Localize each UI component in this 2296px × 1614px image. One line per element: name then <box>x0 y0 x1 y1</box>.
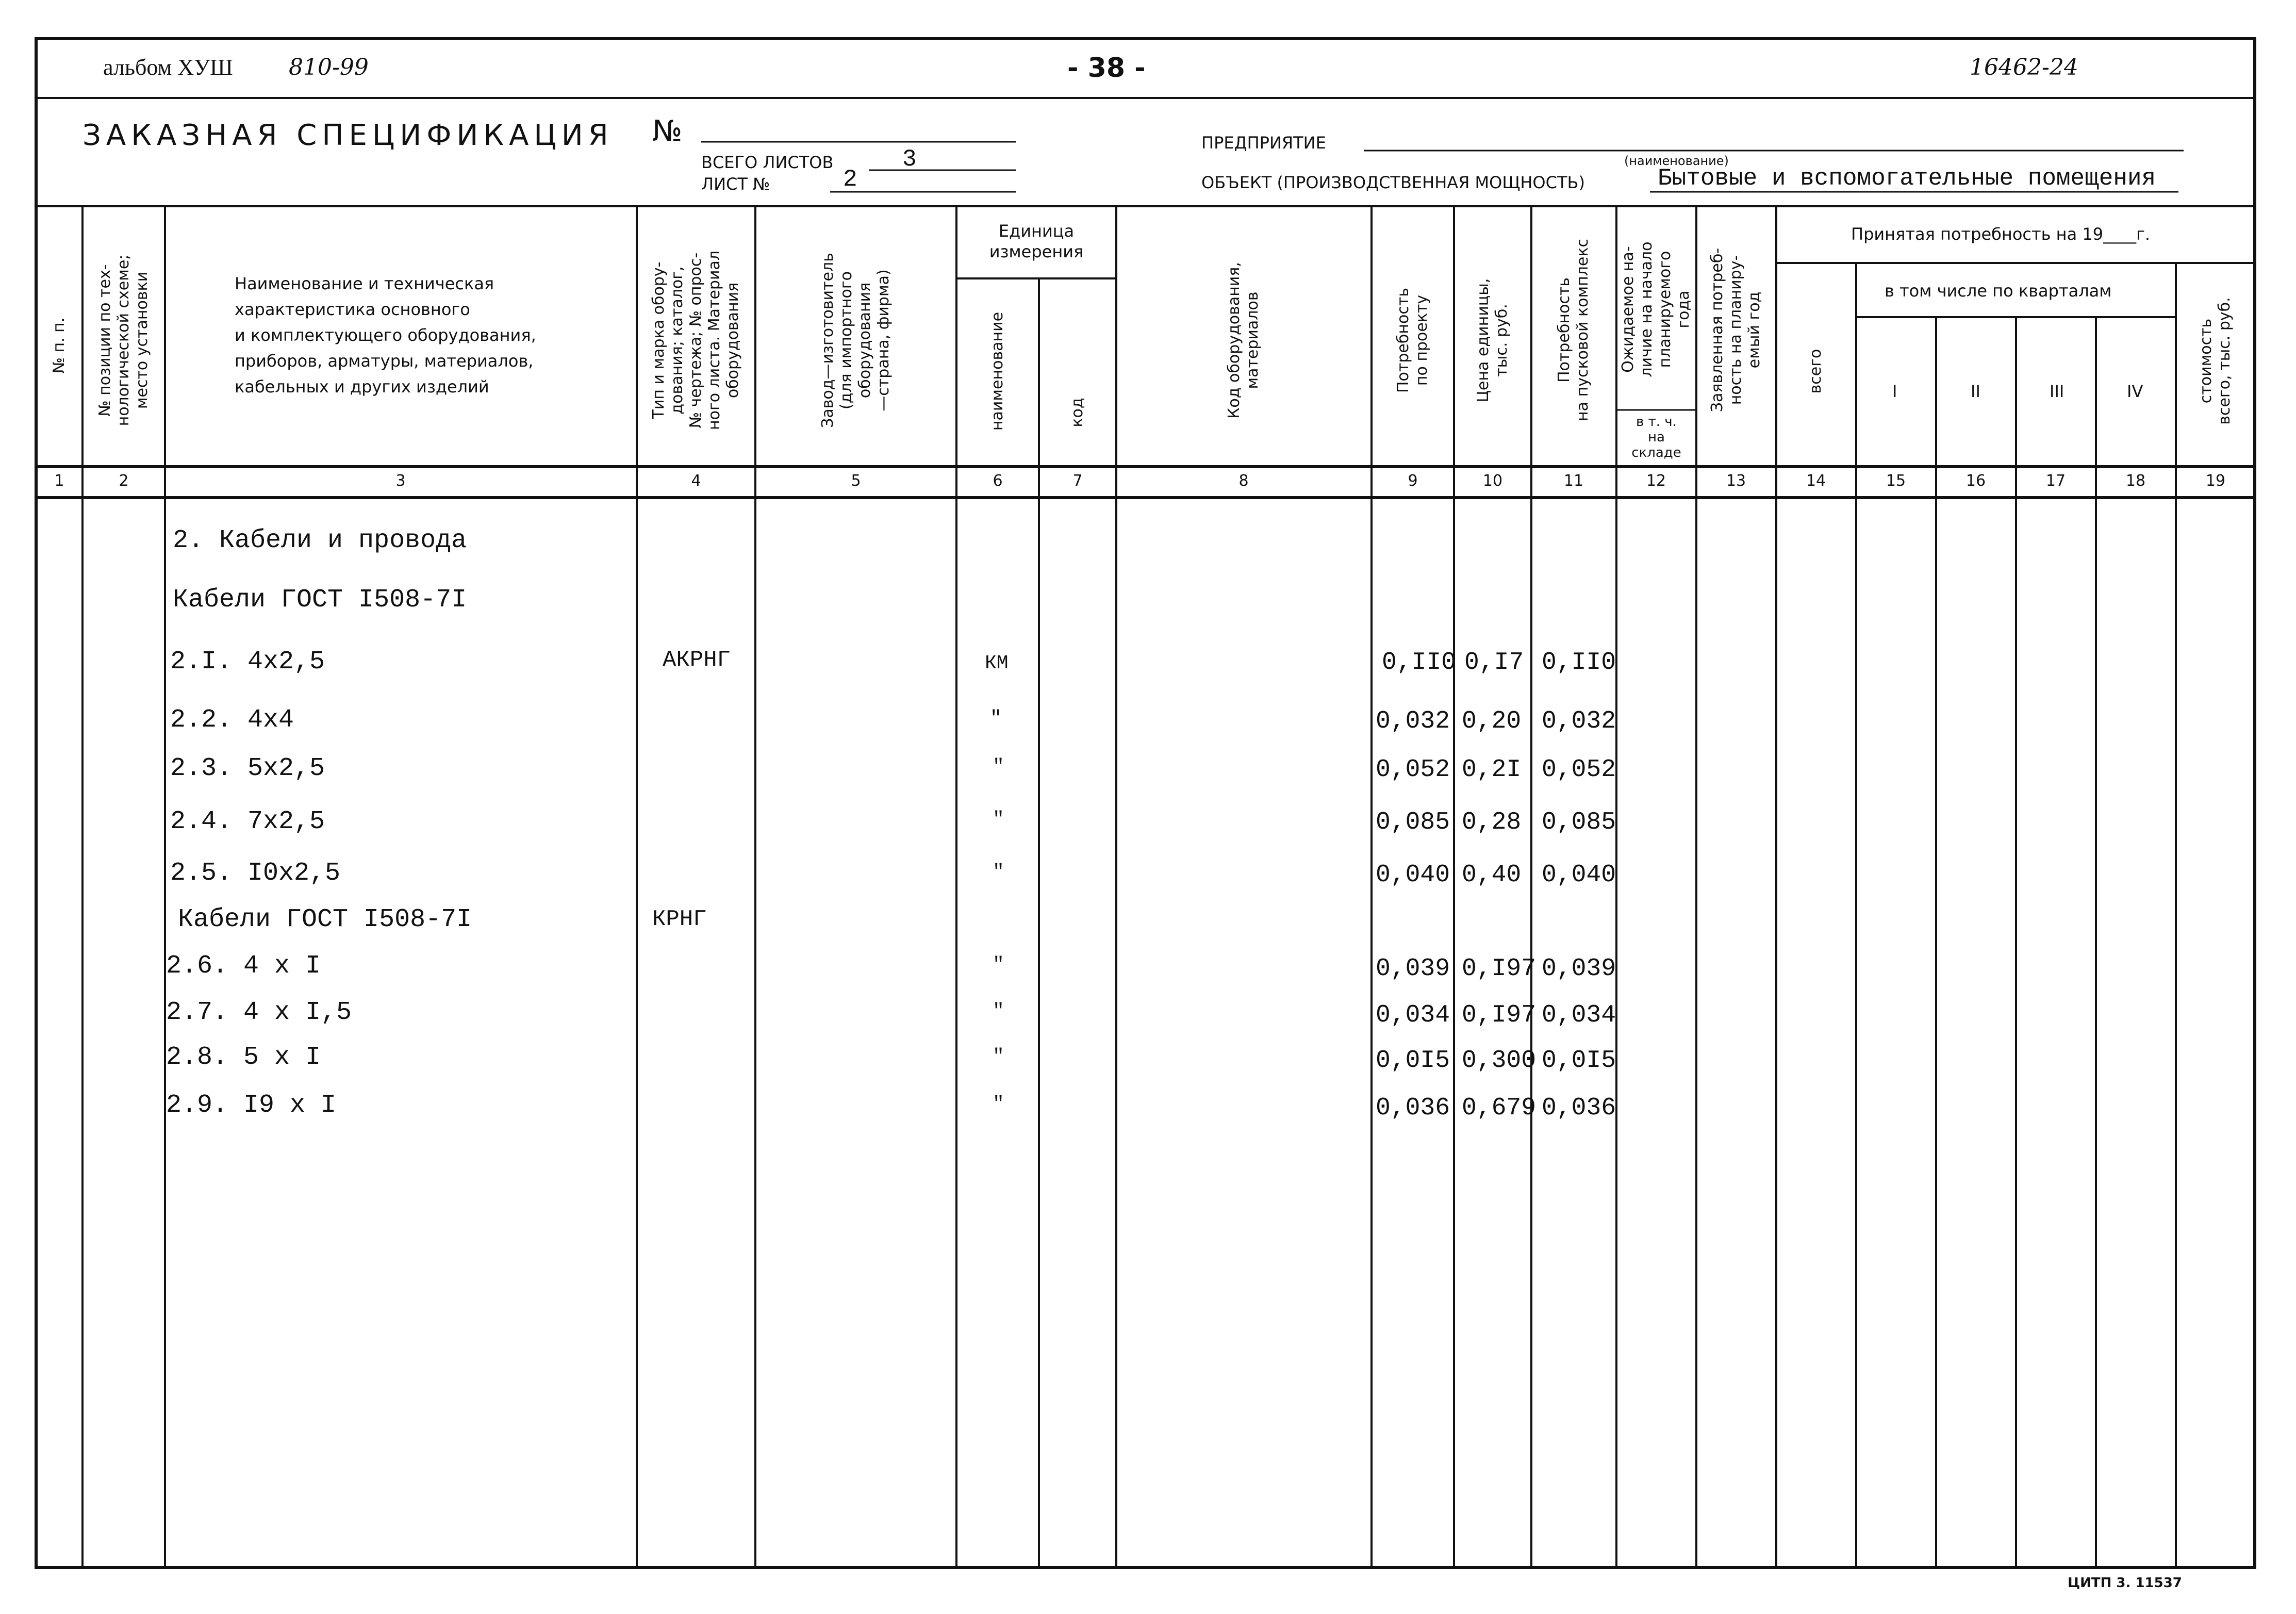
col-number: 5 <box>851 472 861 490</box>
col-number: 3 <box>395 472 406 490</box>
col-header-5: Завод—изготовитель (для импортного оборудования —страна, фирма) <box>819 253 893 428</box>
table-row-name: 2.5. I0x2,5 <box>170 859 341 888</box>
col-header-19: стоимость всего, тыс. руб. <box>2197 297 2234 425</box>
table-row-name: 2.6. 4 x I <box>166 951 321 981</box>
quarters-header: в том числе по кварталам <box>1885 281 2112 301</box>
table-row-price: 0,40 <box>1462 861 1522 889</box>
table-row-unit: " <box>993 1000 1004 1023</box>
col-header-q4: IV <box>2127 382 2143 401</box>
table-row-price: 0,I7 <box>1464 649 1524 677</box>
table-row-launch: 0,034 <box>1542 1001 1616 1029</box>
table-row-unit: " <box>993 1046 1004 1068</box>
table-row-price: 0,2I <box>1462 756 1522 784</box>
album-label: альбом ХУШ <box>103 55 233 80</box>
col-header-2: № позиции по тех- нологической схеме; место установки <box>96 254 151 426</box>
table-row-type: АКРНГ <box>663 647 731 673</box>
col-header-q3: III <box>2050 382 2064 401</box>
col-header-10: Цена единицы, тыс. руб. <box>1474 278 1511 403</box>
table-row-name: 2.8. 5 x I <box>166 1043 321 1072</box>
col-number: 2 <box>119 472 129 490</box>
table-row-unit: " <box>993 1093 1004 1115</box>
album-code: 810-99 <box>289 54 369 80</box>
document-number: 16462-24 <box>1970 54 2078 80</box>
col-header-13: Заявленная потреб- ность на планиру- емый год <box>1708 248 1763 413</box>
enterprise-label: ПРЕДПРИЯТИЕ <box>1201 133 1326 153</box>
table-row-name: Кабели ГОСТ I508-7I <box>173 585 467 615</box>
table-row-price: 0,I97 <box>1462 955 1537 983</box>
table-row-price: 0,28 <box>1462 809 1522 836</box>
table-row-need: 0,034 <box>1376 1001 1450 1029</box>
object-label: ОБЪЕКТ (ПРОИЗВОДСТВЕННАЯ МОЩНОСТЬ) <box>1201 173 1585 192</box>
col-number: 13 <box>1726 472 1746 490</box>
table-row-price: 0,I97 <box>1462 1001 1537 1029</box>
col-number: 16 <box>1965 472 1986 490</box>
col-header-8: Код оборудования, материалов <box>1225 262 1262 419</box>
col-header-unit-group: Единица измерения <box>989 221 1084 261</box>
table-row-name: 2.4. 7x2,5 <box>170 807 325 836</box>
col-number: 11 <box>1563 472 1584 490</box>
col-header-q2: II <box>1971 382 1980 401</box>
page-title: ЗАКАЗНАЯ СПЕЦИФИКАЦИЯ <box>82 119 614 152</box>
accepted-header: Принятая потребность на 19____г. <box>1851 224 2151 244</box>
col-number: 9 <box>1408 472 1418 490</box>
col-number: 6 <box>993 472 1003 490</box>
col-number: 1 <box>54 472 64 490</box>
col-header-4: Тип и марка обору- дования; каталог, № чертежа; № опрос- ного листа. Материал оборудования <box>650 250 742 431</box>
col-header-14: всего <box>1807 349 1825 394</box>
col-number: 10 <box>1482 472 1503 490</box>
object-value: Бытовые и вспомогательные помещения <box>1658 165 2156 192</box>
table-row-price: 0,20 <box>1462 707 1522 735</box>
page-number: - 38 - <box>1067 53 1146 84</box>
table-row-need: 0,II0 <box>1382 649 1457 677</box>
col-header-9: Потребность по проекту <box>1394 287 1431 393</box>
table-row-need: 0,0I5 <box>1376 1047 1450 1075</box>
col-header-11: Потребность на пусковой комплекс <box>1555 239 1592 421</box>
table-row-unit: КМ <box>985 652 1009 674</box>
table-row-need: 0,032 <box>1376 707 1450 735</box>
col-number: 19 <box>2205 472 2226 490</box>
spec-number-mark: № <box>652 114 683 148</box>
table-row-need: 0,085 <box>1376 809 1450 836</box>
name-hint: (наименование) <box>1624 154 1729 168</box>
table-row-price: 0,679 <box>1462 1094 1537 1122</box>
col-number: 8 <box>1238 472 1249 490</box>
table-row-type: КРНГ <box>652 907 707 932</box>
total-sheets-label: ВСЕГО ЛИСТОВ <box>701 153 834 172</box>
table-row-price: 0,300 <box>1462 1047 1537 1075</box>
table-row-launch: 0,040 <box>1542 861 1616 889</box>
table-row-unit: " <box>993 809 1004 831</box>
table-row-name: 2.2. 4x4 <box>170 705 294 735</box>
table-row-launch: 0,032 <box>1542 707 1616 735</box>
col-header-12-top: Ожидаемое на- личие на начало планируемого года <box>1619 241 1693 377</box>
table-row-name: 2.9. I9 x I <box>166 1091 337 1120</box>
table-row-launch: 0,039 <box>1542 955 1616 983</box>
col-header-12-bottom: в т. ч. на складе <box>1631 414 1681 460</box>
col-number: 7 <box>1072 472 1083 490</box>
col-header-q1: I <box>1892 382 1897 401</box>
table-row-name: 2.3. 5x2,5 <box>170 754 325 783</box>
table-row-launch: 0,II0 <box>1542 649 1616 677</box>
col-header-3: Наименование и техническая характеристика основного и комплектующего оборудования, приборов, арматуры, материалов, кабельных и других изделий <box>235 274 536 397</box>
col-header-6: наименование <box>988 311 1006 431</box>
sheet-label: ЛИСТ № <box>701 174 770 194</box>
sheet-value: 2 <box>843 166 857 193</box>
table-row-unit: " <box>990 707 1002 730</box>
table-row-name: 2.I. 4x2,5 <box>170 647 325 677</box>
col-number: 4 <box>691 472 701 490</box>
table-row-unit: " <box>993 954 1004 976</box>
col-number: 12 <box>1646 472 1666 490</box>
col-number: 15 <box>1886 472 1906 490</box>
table-row-name: 2.7. 4 x I,5 <box>166 998 352 1027</box>
table-row-launch: 0,085 <box>1542 809 1616 836</box>
table-row-launch: 0,036 <box>1542 1094 1616 1122</box>
total-sheets-value: 3 <box>902 146 917 173</box>
table-row-launch: 0,052 <box>1542 756 1616 784</box>
section-title: 2. Кабели и провода <box>173 526 467 555</box>
table-row-name: Кабели ГОСТ I508-7I <box>178 905 472 934</box>
table-row-need: 0,036 <box>1376 1094 1450 1122</box>
col-number: 17 <box>2045 472 2066 490</box>
table-row-need: 0,040 <box>1376 861 1450 889</box>
col-number: 18 <box>2125 472 2146 490</box>
col-header-7: код <box>1068 398 1086 427</box>
footer-stamp: ЦИТП 3. 11537 <box>2068 1575 2182 1591</box>
table-row-need: 0,052 <box>1376 756 1450 784</box>
col-header-1: № п. п. <box>50 317 68 374</box>
col-number: 14 <box>1806 472 1826 490</box>
table-row-need: 0,039 <box>1376 955 1450 983</box>
table-row-launch: 0,0I5 <box>1542 1047 1616 1075</box>
table-row-unit: " <box>993 861 1004 883</box>
table-row-unit: " <box>993 756 1004 778</box>
